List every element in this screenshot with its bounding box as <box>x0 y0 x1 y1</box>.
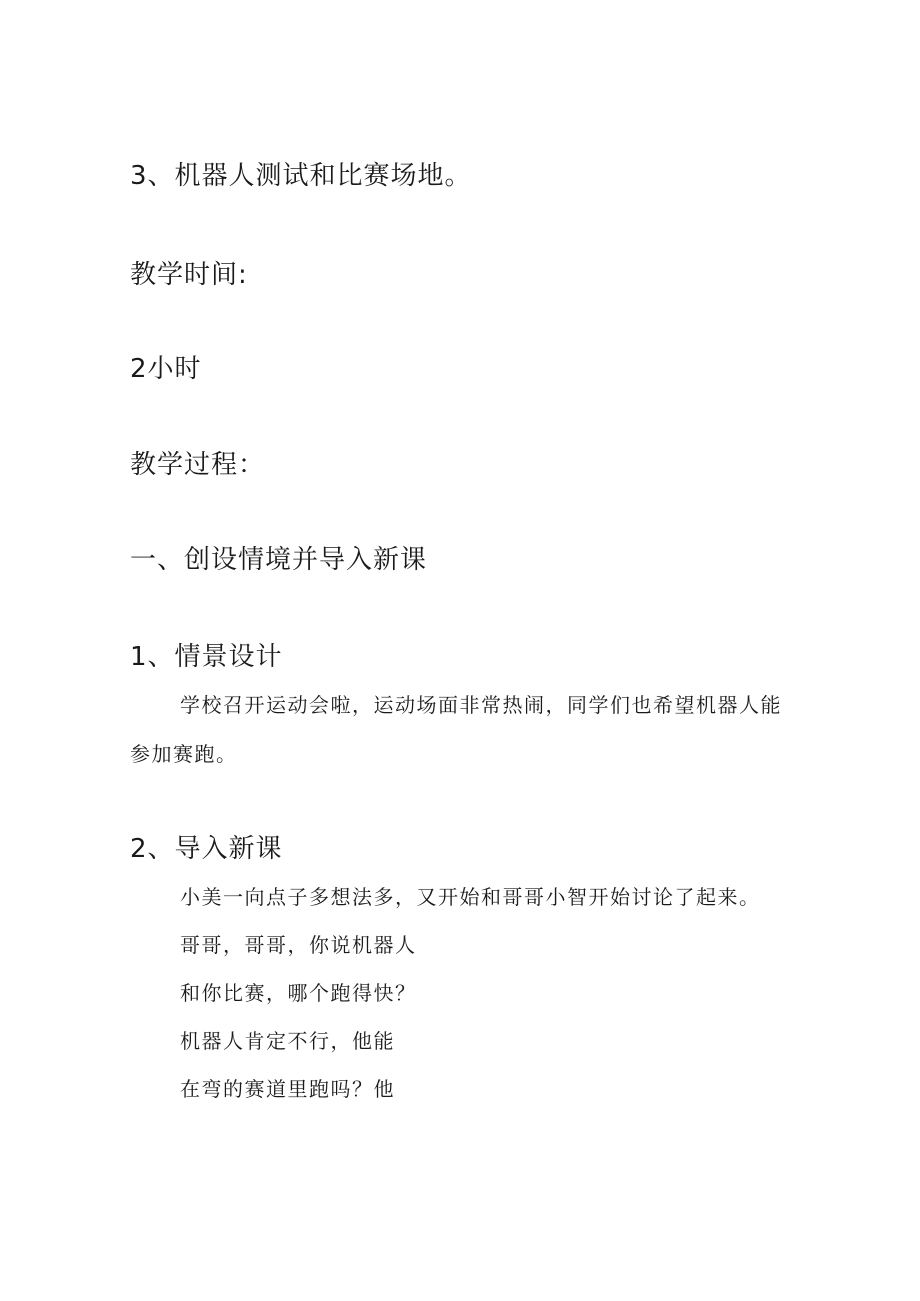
subsection-2-line: 机器人肯定不行，他能 <box>180 1029 395 1053</box>
subsection-2-line: 和你比赛，哪个跑得快？ <box>180 981 417 1005</box>
subsection-2-line: 小美一向点子多想法多，又开始和哥哥小智开始讨论了起来。 <box>180 885 761 909</box>
subsection-1-paragraph-line-2: 参加赛跑。 <box>130 742 238 766</box>
subsection-2-line: 在弯的赛道里跑吗？他 <box>180 1077 395 1101</box>
teaching-time-label: 教学时间: <box>130 260 248 290</box>
teaching-process-label: 教学过程： <box>130 450 266 480</box>
list-item-3: 3、机器人测试和比赛场地。 <box>130 161 472 191</box>
subsection-1-paragraph-line-1: 学校召开运动会啦，运动场面非常热闹，同学们也希望机器人能 <box>180 693 782 717</box>
subsection-1-title: 1、情景设计 <box>130 642 283 672</box>
subsection-2-title: 2、导入新课 <box>130 834 283 864</box>
section-1-title: 一、创设情境并导入新课 <box>130 545 428 575</box>
subsection-2-line: 哥哥，哥哥，你说机器人 <box>180 933 417 957</box>
teaching-time-value: 2小时 <box>130 354 202 384</box>
